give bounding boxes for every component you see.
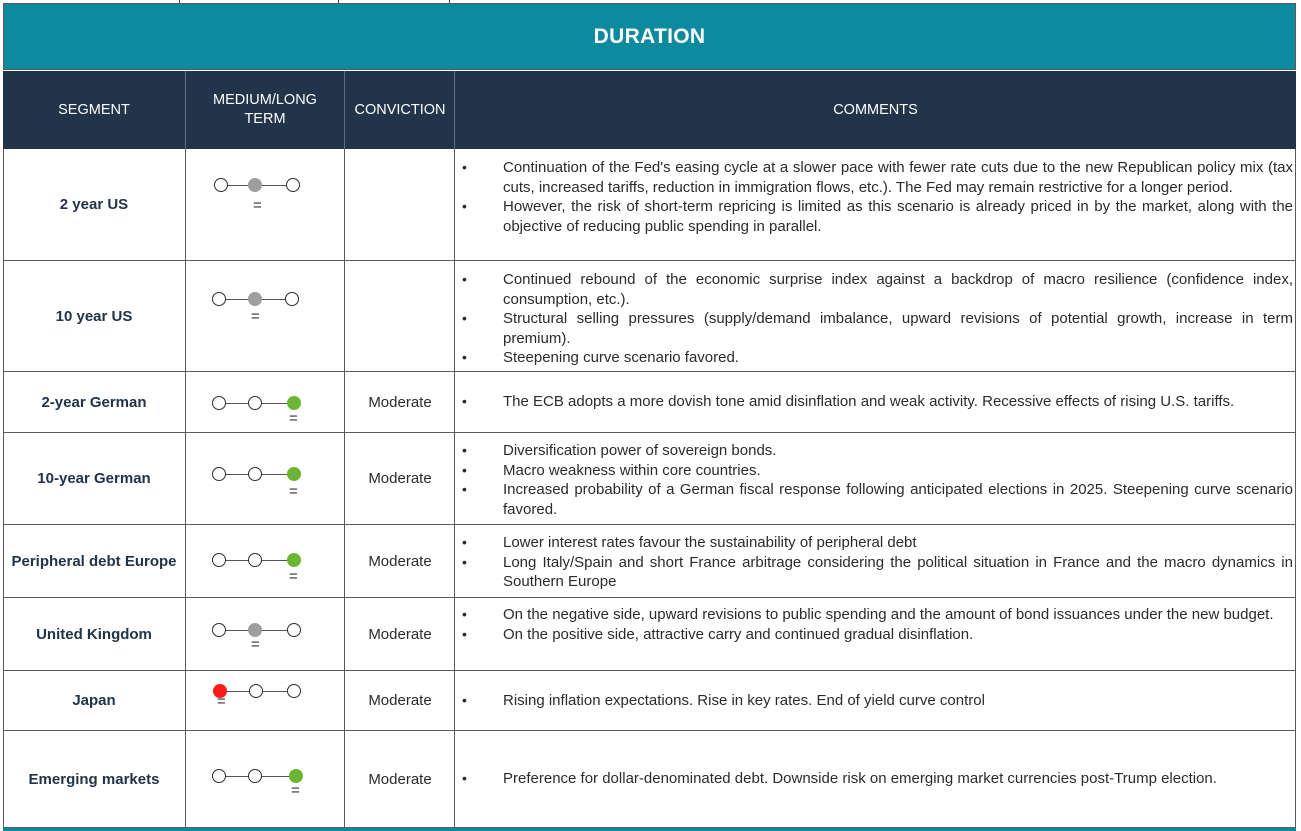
conviction-cell: Moderate (368, 470, 432, 487)
table-row (3, 149, 1296, 261)
trend-symbol: = (289, 483, 298, 500)
comments-cell (456, 372, 1296, 432)
comments-cell (456, 433, 1296, 524)
comment-bullet: • Long Italy/Spain and short France arbitrage considering the political situation in France and the macro dynamics in Southern Europe (456, 553, 1296, 592)
comments-cell (456, 525, 1296, 597)
position-dot (212, 467, 226, 481)
position-dot (287, 623, 301, 637)
conviction-cell: Moderate (368, 625, 432, 643)
segment-cell: 10 year US (55, 307, 133, 325)
position-dot (248, 396, 262, 410)
comments-cell (456, 261, 1296, 371)
active-position-dot (248, 623, 262, 637)
comment-bullet: • Continued rebound of the economic surprise index against a backdrop of macro resilience (confidence index, consumption, etc.). (456, 270, 1296, 309)
position-dot (212, 292, 226, 306)
comments-cell (456, 149, 1296, 260)
position-dot (248, 769, 262, 783)
medium-long-term-indicator (186, 671, 344, 730)
comment-bullet: • The ECB adopts a more dovish tone amid disinflation and weak activity. Recessive effects of rising U.S. tariffs. (456, 392, 1296, 412)
medium-long-term-indicator (186, 525, 344, 597)
comments-cell (456, 598, 1296, 670)
position-dot (212, 396, 226, 410)
table-row (3, 525, 1296, 598)
segment-cell: Emerging markets (28, 770, 160, 788)
position-dot (249, 684, 263, 698)
medium-long-term-indicator (186, 149, 344, 260)
comment-bullet: • On the negative side, upward revisions to public spending and the amount of bond issuances under the new budget. (456, 605, 1296, 625)
segment-cell: 2 year US (59, 196, 129, 213)
segment-cell: Peripheral debt Europe (11, 552, 177, 570)
comment-bullet: • Increased probability of a German fiscal response following anticipated elections in 2025. Steepening curve scenario favored. (456, 480, 1296, 519)
medium-long-term-indicator (186, 372, 344, 432)
comment-bullet: • Continuation of the Fed's easing cycle at a slower pace with fewer rate cuts due to the new Republican policy mix (tax cuts, increased tariffs, reduction in immigration flows, etc.). The Fed may remain restrictive for a longer period. (456, 158, 1296, 197)
conviction-cell: Moderate (368, 770, 432, 788)
medium-long-term-indicator (186, 433, 344, 524)
position-dot (286, 178, 300, 192)
table-row (3, 433, 1296, 525)
active-position-dot (248, 292, 262, 306)
segment-cell: Japan (72, 692, 116, 709)
conviction-cell (345, 149, 455, 260)
active-position-dot (248, 178, 262, 192)
conviction-cell (345, 261, 455, 371)
comment-bullet: • Steepening curve scenario favored. (456, 348, 1296, 368)
header-segment: SEGMENT (58, 101, 130, 118)
table-row (3, 671, 1296, 731)
table-row (3, 261, 1296, 372)
conviction-cell: Moderate (368, 692, 432, 709)
comment-bullet: • On the positive side, attractive carry and continued gradual disinflation. (456, 625, 1296, 645)
trend-symbol: = (251, 308, 260, 325)
trend-symbol: = (291, 782, 300, 799)
medium-long-term-indicator (186, 598, 344, 670)
active-position-dot (287, 396, 301, 410)
active-position-dot (287, 467, 301, 481)
duration-table (3, 0, 1296, 831)
table-row (3, 598, 1296, 671)
position-dot (212, 769, 226, 783)
trend-symbol: = (217, 693, 226, 710)
position-dot (214, 178, 228, 192)
trend-symbol: = (289, 410, 298, 427)
comment-bullet: • Diversification power of sovereign bonds. (456, 441, 1296, 461)
segment-cell: 10-year German (37, 470, 151, 487)
conviction-cell: Moderate (368, 393, 432, 411)
position-dot (285, 292, 299, 306)
position-dot (212, 623, 226, 637)
conviction-cell: Moderate (368, 552, 432, 570)
table-row (3, 731, 1296, 828)
comment-bullet: • Structural selling pressures (supply/demand imbalance, upward revisions of potential growth, increase in term premium). (456, 309, 1296, 348)
position-dot (287, 684, 301, 698)
trend-symbol: = (253, 197, 262, 214)
comment-bullet: • Lower interest rates favour the sustainability of peripheral debt (456, 533, 1296, 553)
table-header (3, 71, 1296, 149)
trend-symbol: = (289, 568, 298, 585)
trend-symbol: = (251, 636, 260, 653)
comment-bullet: • Preference for dollar-denominated debt. Downside risk on emerging market currencies post-Trump election. (456, 769, 1296, 789)
comment-bullet: • Rising inflation expectations. Rise in key rates. End of yield curve control (456, 691, 1296, 711)
comments-cell (456, 731, 1296, 827)
header-conviction: CONVICTION (354, 101, 446, 118)
position-dot (248, 553, 262, 567)
table-row (3, 372, 1296, 433)
header-medium-long-term: MEDIUM/LONG TERM (213, 92, 317, 127)
segment-cell: United Kingdom (36, 625, 152, 643)
comment-bullet: • However, the risk of short-term repricing is limited as this scenario is already priced in by the market, along with the objective of reducing public spending in parallel. (456, 197, 1296, 236)
active-position-dot (289, 769, 303, 783)
active-position-dot (287, 553, 301, 567)
comments-cell (456, 671, 1296, 730)
table-title: DURATION (3, 3, 1296, 70)
header-comments: COMMENTS (833, 101, 918, 118)
medium-long-term-indicator (186, 731, 344, 827)
medium-long-term-indicator (186, 261, 344, 371)
comment-bullet: • Macro weakness within core countries. (456, 461, 1296, 481)
position-dot (212, 553, 226, 567)
position-dot (248, 467, 262, 481)
segment-cell: 2-year German (41, 393, 147, 411)
